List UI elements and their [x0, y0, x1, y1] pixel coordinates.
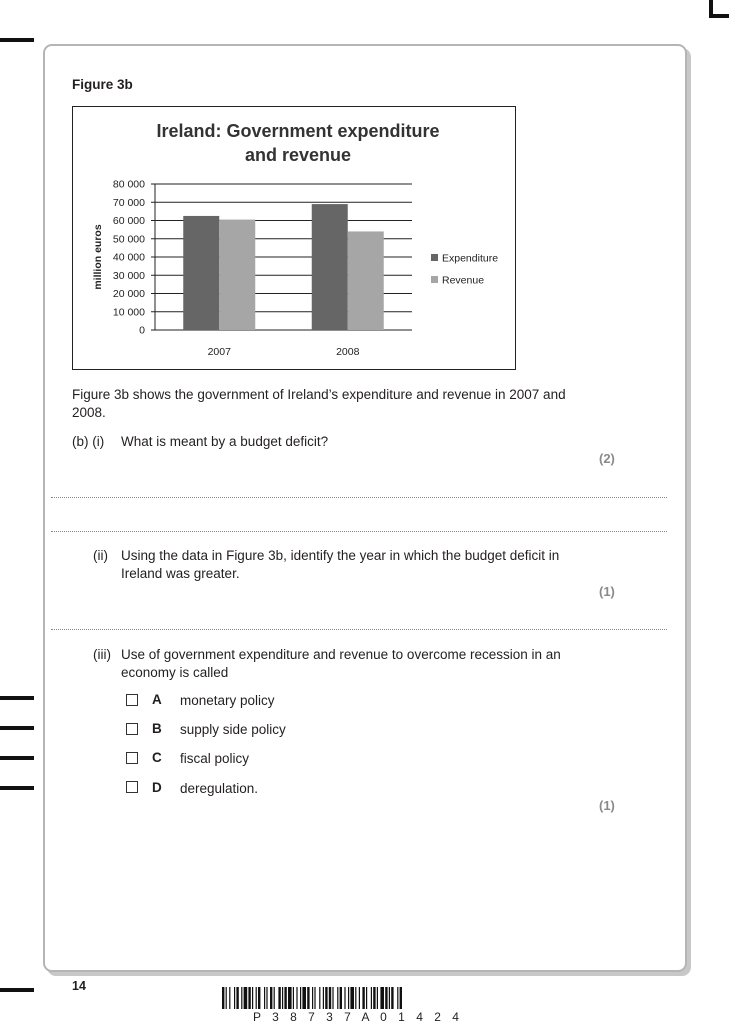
intro-line2: 2008. [72, 405, 106, 420]
barcode-bar [296, 987, 297, 1009]
barcode-bar [258, 987, 260, 1009]
barcode-bar [323, 987, 324, 1009]
option-d-letter: D [152, 780, 162, 795]
barcode-bar [300, 987, 301, 1009]
barcode-bar [373, 987, 375, 1009]
barcode-bar [248, 987, 250, 1009]
answer-line[interactable] [51, 531, 667, 532]
question-b-i-label: (b) (i) [72, 434, 105, 449]
marks-b-i: (2) [599, 451, 615, 466]
barcode-bar [293, 987, 294, 1009]
margin-mark [0, 726, 34, 730]
barcode-bar [362, 987, 364, 1009]
barcode-bar [380, 987, 384, 1009]
barcode-bar [359, 987, 360, 1009]
y-tick-label: 30 000 [112, 269, 145, 282]
barcode-bar [278, 987, 280, 1009]
question-iii-line2: economy is called [121, 665, 229, 680]
y-tick-label: 80 000 [112, 178, 145, 191]
barcode-bar [329, 987, 331, 1009]
barcode-bar [325, 987, 327, 1009]
question-iii-label: (iii) [93, 647, 111, 662]
option-a-letter: A [152, 692, 162, 707]
legend-label: Expenditure [442, 252, 499, 265]
question-ii-label: (ii) [93, 548, 108, 563]
option-d-checkbox[interactable] [126, 781, 138, 793]
question-ii-line2: Ireland was greater. [121, 566, 240, 581]
barcode-bar [229, 987, 230, 1009]
bar-revenue-2007 [219, 220, 255, 330]
barcode-bar [252, 987, 253, 1009]
question-b-i-text: What is meant by a budget deficit? [121, 434, 329, 449]
barcode-bar [302, 987, 306, 1009]
barcode-bar [366, 987, 367, 1009]
barcode-bar [284, 987, 286, 1009]
legend-label: Revenue [442, 274, 485, 287]
marks-iii: (1) [599, 798, 615, 813]
barcode-bar [226, 987, 227, 1009]
barcode-bar [282, 987, 283, 1009]
barcode-bar [355, 987, 356, 1009]
y-tick-label: 60 000 [112, 215, 145, 227]
figure-label: Figure 3b [72, 77, 133, 92]
barcode-bar [340, 987, 342, 1009]
option-c-checkbox[interactable] [126, 752, 138, 764]
barcode-bar [244, 987, 248, 1009]
answer-line[interactable] [51, 497, 667, 498]
barcode-bar [344, 987, 345, 1009]
barcode-bar [288, 987, 292, 1009]
x-tick-label: 2007 [207, 346, 231, 358]
chart-title-line2: and revenue [244, 145, 352, 165]
y-tick-label: 50 000 [112, 233, 145, 246]
margin-mark [0, 696, 34, 700]
barcode-bar [350, 987, 354, 1009]
barcode-bar [312, 987, 313, 1009]
question-ii-text [121, 547, 601, 583]
marks-ii: (1) [599, 584, 615, 599]
question-ii-line1: Using the data in Figure 3b, identify the year in which the budget deficit in [121, 548, 560, 563]
barcode-bar [266, 987, 267, 1009]
barcode-bar [377, 987, 378, 1009]
barcode-bar [241, 987, 242, 1009]
intro-line1: Figure 3b shows the government of Ireland’s expenditure and revenue in 2007 and [72, 387, 566, 402]
barcode-bar [389, 987, 390, 1009]
legend-swatch [431, 276, 438, 283]
option-b-text: supply side policy [180, 722, 286, 737]
barcode-bar [397, 987, 398, 1009]
barcode-bar [270, 987, 272, 1009]
barcode-bar [307, 987, 309, 1009]
option-b-letter: B [152, 721, 162, 736]
barcode-bar [274, 987, 275, 1009]
bar-expenditure-2008 [312, 204, 348, 330]
option-a-text: monetary policy [180, 693, 275, 708]
barcode-bar [236, 987, 238, 1009]
y-tick-label: 70 000 [112, 196, 145, 209]
y-tick-label: 10 000 [112, 306, 145, 319]
barcode-bar [319, 987, 320, 1009]
answer-line[interactable] [51, 629, 667, 630]
option-d-text: deregulation. [180, 781, 259, 796]
margin-mark [0, 756, 34, 760]
barcode-bar [400, 987, 402, 1009]
option-c-letter: C [152, 750, 162, 765]
chart-title-line1: Ireland: Government expenditure [156, 121, 440, 141]
barcode-bar [314, 987, 315, 1009]
option-b-checkbox[interactable] [126, 723, 138, 735]
option-c-text: fiscal policy [180, 751, 250, 766]
barcode-bar [391, 987, 393, 1009]
barcode-bar [332, 987, 333, 1009]
barcode-bar [385, 987, 387, 1009]
bar-revenue-2008 [348, 231, 384, 330]
barcode-bar [371, 987, 372, 1009]
question-iii-text [121, 646, 601, 682]
y-axis-label: million euros [92, 224, 104, 290]
bar-expenditure-2007 [183, 216, 219, 330]
barcode-bar [348, 987, 349, 1009]
intro-text [72, 386, 612, 422]
legend-swatch [431, 254, 438, 261]
option-a-checkbox[interactable] [126, 694, 138, 706]
barcode-text: P 3 8 7 3 7 A 0 1 4 2 4 [253, 1010, 460, 1024]
y-tick-label: 20 000 [112, 288, 145, 300]
margin-mark [0, 988, 34, 992]
barcode-bar [264, 987, 265, 1009]
barcode-bar [222, 987, 224, 1009]
x-tick-label: 2008 [336, 346, 360, 358]
margin-mark [0, 786, 34, 790]
barcode-bar [234, 987, 235, 1009]
page-number: 14 [72, 979, 86, 993]
barcode-bar [337, 987, 338, 1009]
chart-plot [0, 0, 729, 400]
barcode-bar [256, 987, 257, 1009]
barcode [222, 987, 507, 1009]
y-tick-label: 0 [139, 324, 145, 337]
y-tick-label: 40 000 [112, 251, 145, 264]
question-iii-line1: Use of government expenditure and revenue to overcome recession in an [121, 647, 561, 662]
